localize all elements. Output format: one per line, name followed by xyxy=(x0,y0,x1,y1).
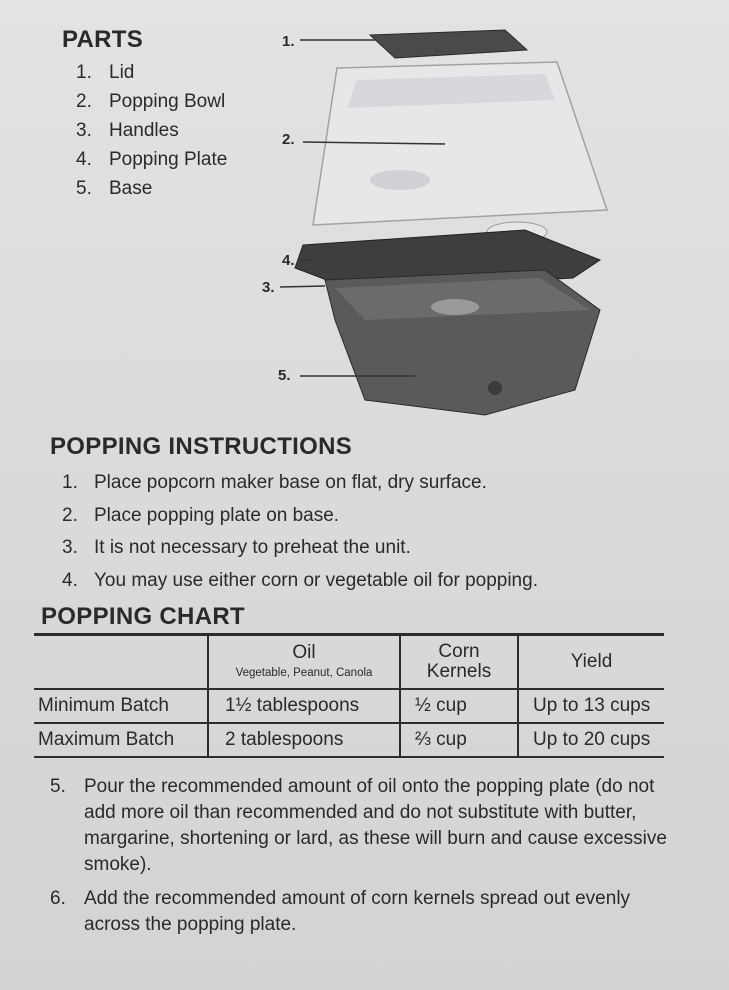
instruction-step xyxy=(50,774,690,878)
table-header-row xyxy=(34,635,664,690)
callout-4: 4. xyxy=(282,252,295,269)
power-button-shape xyxy=(488,381,502,395)
parts-item-number: 1. xyxy=(76,62,92,83)
header-cell-corn xyxy=(400,635,518,690)
yield-cell: Up to 20 cups xyxy=(518,723,664,757)
step-text: Add the recommended amount of corn kernels spread out evenly across the popping plate. xyxy=(84,888,631,935)
step-number: 5. xyxy=(50,776,66,797)
step-text: You may use either corn or vegetable oil for popping. xyxy=(94,569,538,591)
step-text: Place popping plate on base. xyxy=(94,504,340,526)
handle-shape xyxy=(370,170,430,190)
header-oil-label: Oil xyxy=(292,642,316,663)
parts-list xyxy=(76,58,227,203)
parts-item xyxy=(76,116,227,145)
header-kernels-label: Kernels xyxy=(426,661,492,682)
oil-cell: 1½ tablespoons xyxy=(208,689,400,723)
step-number: 6. xyxy=(50,888,66,909)
parts-item xyxy=(76,145,227,174)
callout-5: 5. xyxy=(278,367,291,384)
lid-shape xyxy=(370,30,527,58)
parts-item xyxy=(76,58,227,87)
header-cell-empty xyxy=(34,635,208,690)
parts-item-label: Base xyxy=(109,178,153,199)
parts-item-number: 4. xyxy=(76,149,92,170)
callout-3: 3. xyxy=(262,279,275,296)
step-text: Pour the recommended amount of oil onto the popping plate (do not add more oil than recommended and do not substitute with butter, margarine, shortening or lard, as these will burn and cause excessive smoke). xyxy=(84,776,667,875)
instruction-step xyxy=(50,886,690,938)
instruction-step xyxy=(62,565,538,598)
parts-item-label: Lid xyxy=(109,62,135,83)
step-number: 2. xyxy=(62,504,78,526)
instruction-step xyxy=(62,500,538,533)
parts-item xyxy=(76,174,227,203)
callout-line xyxy=(280,286,325,287)
header-cell-yield xyxy=(518,635,664,690)
parts-item-label: Popping Bowl xyxy=(109,91,226,112)
header-oil-sublabel: Vegetable, Peanut, Canola xyxy=(235,667,373,679)
header-corn-label: Corn xyxy=(438,641,480,662)
step-number: 4. xyxy=(62,569,78,591)
corn-cell: ½ cup xyxy=(400,689,518,723)
yield-cell: Up to 13 cups xyxy=(518,689,664,723)
heating-vent-shape xyxy=(431,299,479,315)
popping-instructions-heading: POPPING INSTRUCTIONS xyxy=(50,433,353,460)
table-row xyxy=(34,689,664,723)
parts-item-label: Handles xyxy=(109,120,179,141)
header-cell-oil xyxy=(208,635,400,690)
oil-cell: 2 tablespoons xyxy=(208,723,400,757)
popcorn-maker-diagram xyxy=(255,20,615,430)
popping-chart-table xyxy=(34,633,664,758)
popcorn-maker-illustration xyxy=(255,20,615,430)
corn-cell: ⅔ cup xyxy=(400,723,518,757)
batch-cell: Maximum Batch xyxy=(34,723,208,757)
instruction-step xyxy=(62,532,538,565)
instruction-step xyxy=(62,467,538,500)
parts-item-number: 3. xyxy=(76,120,92,141)
callout-2: 2. xyxy=(282,131,295,148)
instruction-steps xyxy=(62,467,538,597)
step-number: 1. xyxy=(62,472,78,493)
step-text: Place popcorn maker base on flat, dry surface. xyxy=(94,472,487,493)
step-number: 3. xyxy=(62,537,78,558)
popping-chart-heading: POPPING CHART xyxy=(41,603,245,630)
parts-item-label: Popping Plate xyxy=(109,149,228,170)
continued-steps xyxy=(50,774,690,946)
parts-item-number: 5. xyxy=(76,178,92,199)
parts-item-number: 2. xyxy=(76,91,92,112)
batch-cell: Minimum Batch xyxy=(34,689,208,723)
parts-item xyxy=(76,87,227,116)
parts-heading: PARTS xyxy=(62,26,144,53)
table-row xyxy=(34,723,664,757)
header-yield-label: Yield xyxy=(570,651,613,672)
step-text: It is not necessary to preheat the unit. xyxy=(94,537,411,558)
callout-1: 1. xyxy=(282,33,295,50)
